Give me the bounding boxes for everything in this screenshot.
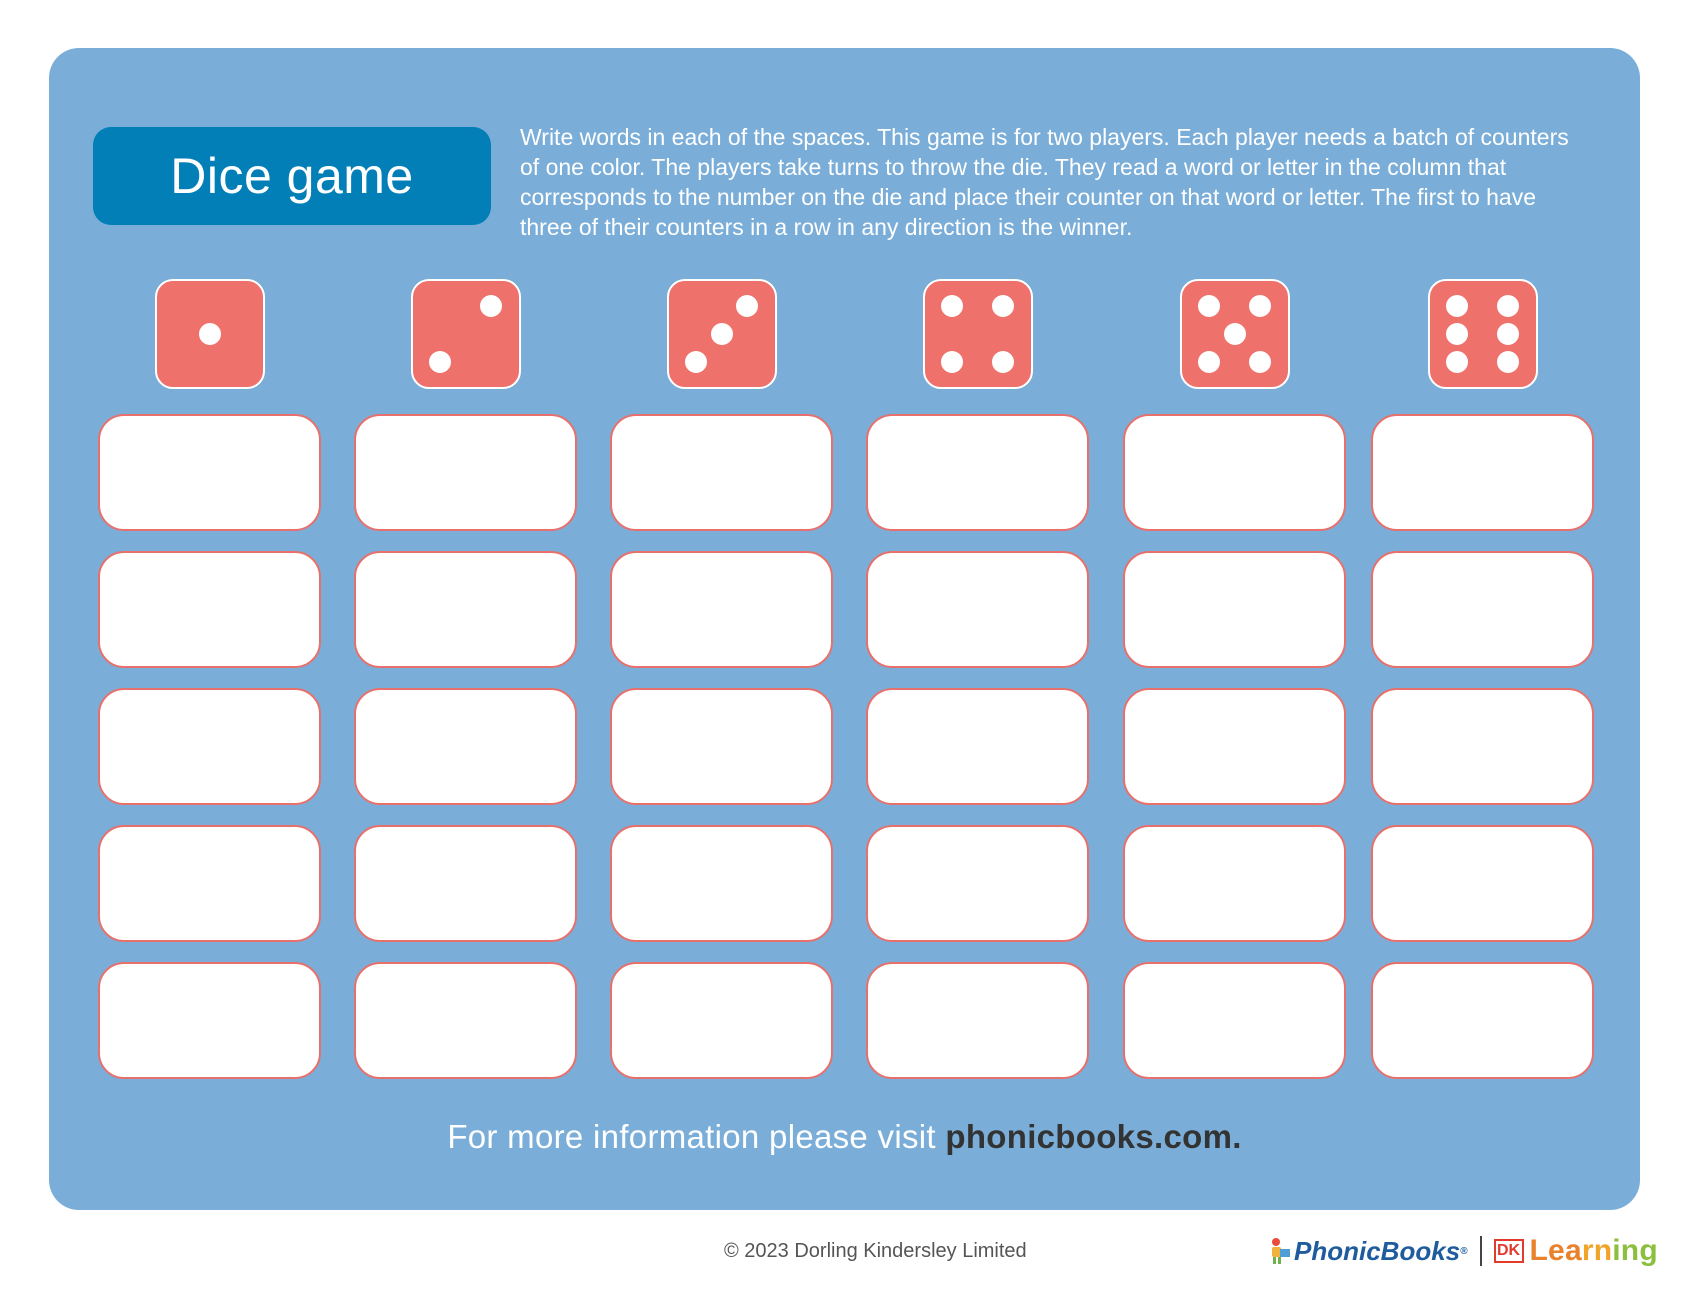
die-pip [941,351,963,373]
word-space[interactable] [866,551,1089,668]
die-face-5 [1180,279,1290,389]
die-pip [1497,351,1519,373]
die-face-1 [155,279,265,389]
die-pip [1198,295,1220,317]
registered-mark: ® [1460,1245,1468,1257]
instructions-text: Write words in each of the spaces. This game is for two players. Each player needs a batch of counters of one color. The players take turns to throw the die. They read a word or letter in the column that corresponds to the number on the die and place their counter on that word or letter. The first to have three of their counters in a row in any direction is the winner. [520,124,1569,240]
die-pip [1497,323,1519,345]
die-pip [685,351,707,373]
website-link[interactable]: phonicbooks.com. [945,1118,1242,1155]
die-pip [429,351,451,373]
word-space[interactable] [610,414,833,531]
word-space[interactable] [610,825,833,942]
word-space[interactable] [98,551,321,668]
phonicbooks-logo [1268,1236,1468,1267]
word-space[interactable] [866,688,1089,805]
word-space[interactable] [354,688,577,805]
die-pip [992,295,1014,317]
die-face-3 [667,279,777,389]
word-space[interactable] [98,414,321,531]
word-space[interactable] [1371,551,1594,668]
word-space[interactable] [866,414,1089,531]
word-space[interactable] [866,962,1089,1079]
word-space[interactable] [1123,414,1346,531]
reading-figure-icon [1268,1237,1292,1265]
word-space[interactable] [1371,962,1594,1079]
word-space[interactable] [98,962,321,1079]
word-space[interactable] [1123,962,1346,1079]
word-space[interactable] [866,825,1089,942]
die-face-2 [411,279,521,389]
word-space[interactable] [1123,551,1346,668]
learning-wordmark: Learning [1529,1234,1658,1267]
die-pip [736,295,758,317]
die-pip [992,351,1014,373]
word-space[interactable] [1371,688,1594,805]
phonicbooks-wordmark: PhonicBooks [1294,1235,1461,1266]
die-face-6 [1428,279,1538,389]
die-pip [480,295,502,317]
copyright-notice: © 2023 Dorling Kindersley Limited [724,1240,1027,1262]
die-pip [1249,351,1271,373]
word-space[interactable] [98,688,321,805]
word-space[interactable] [354,962,577,1079]
die-pip [199,323,221,345]
word-space[interactable] [610,551,833,668]
publisher-logos [1268,1234,1658,1268]
word-space[interactable] [354,825,577,942]
word-space[interactable] [610,962,833,1079]
die-face-4 [923,279,1033,389]
page-title [93,127,491,225]
dice-row [49,279,1640,391]
word-space[interactable] [610,688,833,805]
dk-logo: DK [1494,1239,1524,1263]
footer-prefix: For more information please visit [447,1118,946,1155]
die-pip [1497,295,1519,317]
die-pip [1446,295,1468,317]
logo-divider [1480,1236,1482,1266]
word-space[interactable] [1371,825,1594,942]
die-pip [941,295,963,317]
die-pip [1198,351,1220,373]
die-pip [1249,295,1271,317]
footer-info [49,1118,1640,1156]
word-space[interactable] [354,414,577,531]
die-pip [1446,323,1468,345]
word-space[interactable] [1371,414,1594,531]
word-space[interactable] [1123,688,1346,805]
die-pip [1446,351,1468,373]
word-space[interactable] [354,551,577,668]
title-text: Dice game [170,148,414,204]
word-space[interactable] [1123,825,1346,942]
game-board [49,48,1640,1210]
word-space[interactable] [98,825,321,942]
die-pip [1224,323,1246,345]
die-pip [711,323,733,345]
